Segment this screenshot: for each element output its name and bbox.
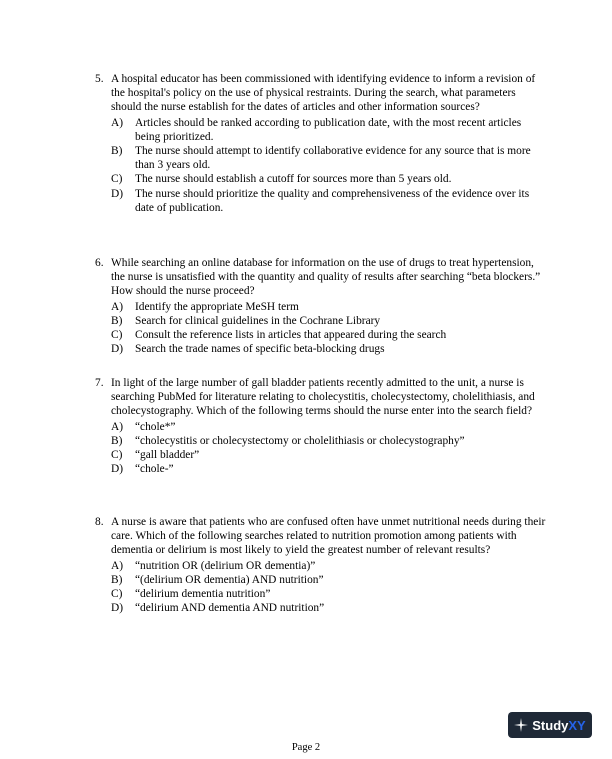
- option-letter: C): [111, 449, 123, 462]
- option-letter: C): [111, 173, 123, 186]
- option-text: “chole-”: [135, 463, 174, 476]
- answer-option-c: [95, 328, 547, 342]
- question-stem: [95, 376, 547, 419]
- brand-name: [532, 718, 585, 733]
- answer-option-a: [95, 559, 547, 573]
- answer-option-b: [95, 144, 547, 172]
- answer-option-c: [95, 587, 547, 601]
- answer-option-c: [95, 172, 547, 186]
- studyxy-badge[interactable]: [508, 712, 592, 738]
- question-8: [95, 515, 547, 615]
- brand-name-part1: Study: [532, 717, 569, 733]
- question-stem: [95, 256, 547, 299]
- option-letter: A): [111, 559, 124, 572]
- answer-option-d: [95, 187, 547, 215]
- option-text: “nutrition OR (delirium OR dementia)”: [135, 559, 316, 572]
- question-text: In light of the large number of gall bladder patients recently admitted to the unit, a nurse is searching PubMed for literature relating to cholecystitis, cholecystectomy, cholelithiasis, and cholecystography. Which of the following terms should the nurse enter into the search field?: [111, 377, 535, 418]
- brand-name-part2: XY: [568, 717, 586, 733]
- question-number: 8.: [95, 516, 104, 528]
- question-7: [95, 376, 547, 476]
- question-number: 6.: [95, 257, 104, 269]
- answer-option-b: [95, 434, 547, 448]
- option-text: Identify the appropriate MeSH term: [135, 300, 299, 313]
- answer-option-a: [95, 116, 547, 144]
- answer-options: [95, 116, 547, 215]
- option-text: “chole*”: [135, 420, 176, 433]
- option-text: Articles should be ranked according to publication date, with the most recent articles being prioritized.: [135, 116, 522, 143]
- option-text: The nurse should establish a cutoff for sources more than 5 years old.: [135, 173, 452, 186]
- answer-option-d: [95, 601, 547, 615]
- answer-option-d: [95, 462, 547, 476]
- option-letter: A): [111, 420, 124, 433]
- answer-options: [95, 559, 547, 616]
- option-text: Search the trade names of specific beta-blocking drugs: [135, 343, 385, 356]
- option-text: “gall bladder”: [135, 449, 200, 462]
- option-text: Consult the reference lists in articles that appeared during the search: [135, 329, 447, 342]
- option-letter: B): [111, 145, 123, 158]
- question-text: A nurse is aware that patients who are confused often have unmet nutritional needs during their care. Which of the following searches related to nutrition promotion among patients with dementia or delirium is most likely to yield the greatest number of relevant results?: [111, 516, 546, 557]
- option-letter: A): [111, 116, 124, 129]
- question-stem: [95, 72, 547, 115]
- option-letter: D): [111, 343, 124, 356]
- answer-option-b: [95, 573, 547, 587]
- option-letter: B): [111, 434, 123, 447]
- option-letter: A): [111, 300, 124, 313]
- question-6: [95, 256, 547, 356]
- answer-options: [95, 300, 547, 357]
- option-text: The nurse should prioritize the quality and comprehensiveness of the evidence over its date of publication.: [135, 187, 530, 214]
- answer-options: [95, 420, 547, 477]
- question-number: 5.: [95, 73, 104, 85]
- plus-sparkle-icon: [514, 718, 528, 732]
- option-text: The nurse should attempt to identify collaborative evidence for any source that is more than 3 years old.: [135, 145, 531, 172]
- option-letter: C): [111, 588, 123, 601]
- option-letter: B): [111, 573, 123, 586]
- option-letter: D): [111, 602, 124, 615]
- option-text: Search for clinical guidelines in the Cochrane Library: [135, 314, 381, 327]
- question-number: 7.: [95, 377, 104, 389]
- option-text: “cholecystitis or cholecystectomy or cholelithiasis or cholecystography”: [135, 434, 465, 447]
- option-letter: D): [111, 463, 124, 476]
- answer-option-a: [95, 420, 547, 434]
- page-number: Page 2: [291, 742, 321, 753]
- answer-option-d: [95, 342, 547, 356]
- option-text: “delirium AND dementia AND nutrition”: [135, 602, 325, 615]
- option-letter: C): [111, 329, 123, 342]
- question-5: [95, 72, 547, 215]
- answer-option-b: [95, 314, 547, 328]
- option-letter: B): [111, 314, 123, 327]
- option-text: “(delirium OR dementia) AND nutrition”: [135, 573, 324, 586]
- option-text: “delirium dementia nutrition”: [135, 588, 271, 601]
- question-text: A hospital educator has been commissioned with identifying evidence to inform a revision of the hospital's policy on the use of physical restraints. During the search, what parameters should the nurse establish for the dates of articles and other information sources?: [111, 73, 536, 114]
- question-stem: [95, 515, 547, 558]
- answer-option-c: [95, 448, 547, 462]
- question-text: While searching an online database for information on the use of drugs to treat hypertension, the nurse is unsatisfied with the quantity and quality of results after searching “beta blockers.” How should the nurse proceed?: [111, 257, 541, 298]
- answer-option-a: [95, 300, 547, 314]
- option-letter: D): [111, 187, 124, 200]
